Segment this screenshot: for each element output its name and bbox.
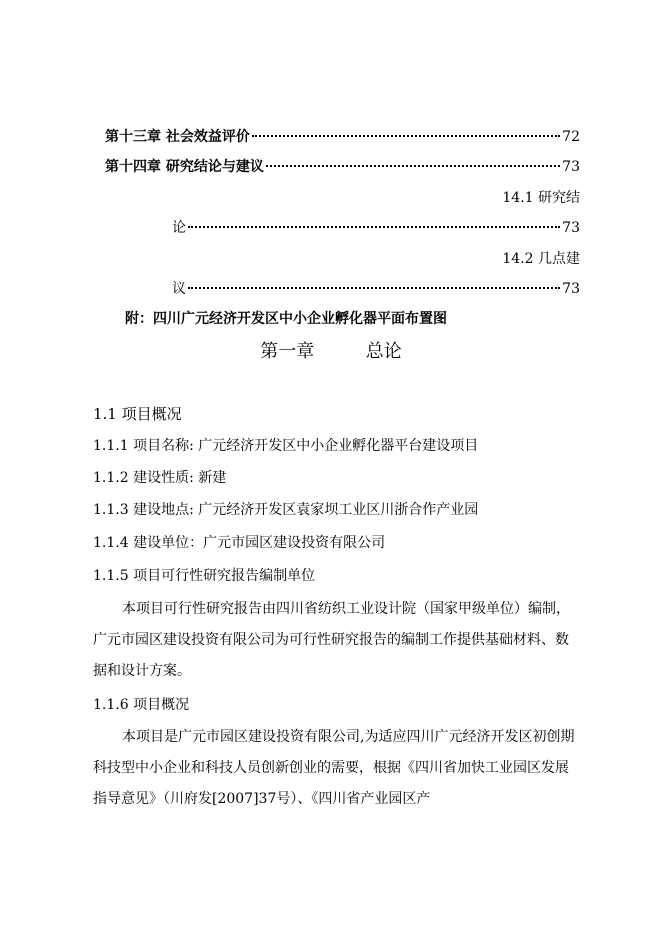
toc-appendix: 附：四川广元经济开发区中小企业孵化器平面布置图 (125, 311, 447, 327)
toc-sub-14-1 (172, 218, 580, 238)
toc-entry-page: 72 (562, 129, 580, 145)
toc-entry-label: 第十三章 社会效益评价 (105, 129, 250, 145)
section-item: 1.1.1 项目名称: 广元经济开发区中小企业孵化器平台建设项目 (93, 438, 479, 454)
toc-sub-14-2 (172, 279, 580, 299)
section-item: 1.1.2 建设性质: 新建 (93, 470, 227, 486)
toc-entry-label: 第十四章 研究结论与建议 (105, 159, 264, 175)
toc-leader-dots (252, 135, 560, 137)
section-item: 1.1.5 项目可行性研究报告编制单位 (93, 568, 316, 584)
toc-entry-ch14 (105, 157, 580, 177)
toc-entry-page: 73 (562, 159, 580, 175)
section-item: 1.1.4 建设单位：广元市园区建设投资有限公司 (93, 535, 386, 551)
toc-sub-page: 73 (562, 220, 580, 236)
section-item: 1.1.6 项目概况 (93, 697, 190, 713)
paragraph: 本项目可行性研究报告由四川省纺织工业设计院（国家甲级单位）编制，广元市园区建设投资有限公司为可行性研究报告的编制工作提供基础材料、数据和设计方案。 (93, 601, 570, 679)
paragraph: 本项目是广元市园区建设投资有限公司,为适应四川广元经济开发区初创期科技型中小企业和科技人员创新创业的需要，根据《四川省加快工业园区发展指导意见》（川府发[2007]37号）、《四川省产业园区产 (93, 729, 575, 807)
section-heading: 1.1 项目概况 (93, 405, 182, 423)
chapter-title: 总论 (365, 341, 402, 362)
toc-sub-14-1-head: 14.1 研究结 (502, 190, 580, 206)
toc-leader-dots (188, 226, 560, 228)
toc-sub-14-2-head: 14.2 几点建 (502, 251, 580, 267)
section-item: 1.1.3 建设地点: 广元经济开发区袁家坝工业区川浙合作产业园 (93, 502, 479, 518)
toc-sub-tail: 议 (172, 281, 186, 297)
toc-sub-page: 73 (562, 281, 580, 297)
toc-sub-tail: 论 (172, 220, 186, 236)
toc-entry-ch13 (105, 127, 580, 147)
chapter-number: 第一章 (260, 341, 315, 362)
toc-leader-dots (188, 287, 560, 289)
chapter-heading (0, 340, 662, 364)
toc-leader-dots (266, 165, 560, 167)
